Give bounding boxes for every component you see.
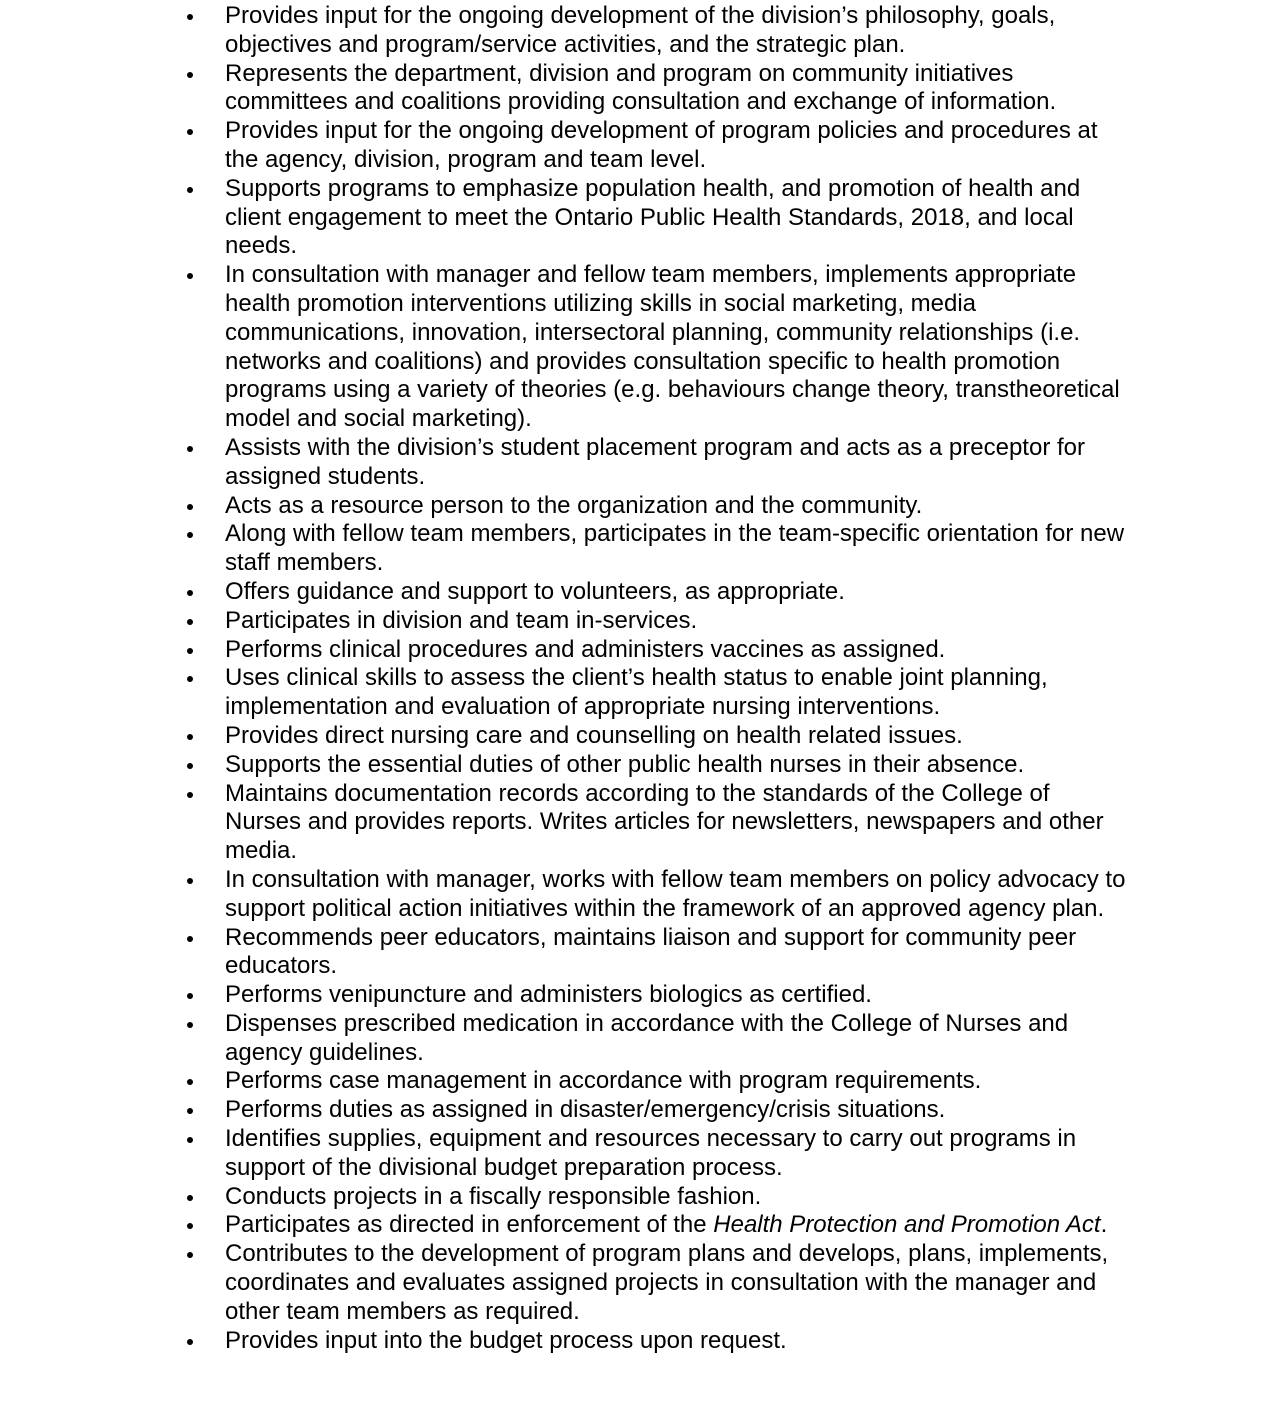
list-item-text: Conducts projects in a fiscally responsible fashion. xyxy=(225,1182,762,1210)
list-item xyxy=(225,578,1130,607)
list-item xyxy=(225,780,1130,866)
list-item-text: Recommends peer educators, maintains liaison and support for community peer educators. xyxy=(225,923,1077,980)
list-item-text: Performs duties as assigned in disaster/emergency/crisis situations. xyxy=(225,1096,946,1124)
list-item-text: Provides input into the budget process upon request. xyxy=(225,1326,787,1354)
bullet-icon xyxy=(187,1195,193,1201)
bullet-icon xyxy=(187,187,193,193)
bullet-icon xyxy=(187,648,193,654)
list-item-text: Supports programs to emphasize population health, and promotion of health and client engagement to meet the Ontario Public Health Standards, 2018, and local needs. xyxy=(225,174,1081,260)
list-item-text: In consultation with manager, works with fellow team members on policy advocacy to support political action initiatives within the framework of an approved agency plan. xyxy=(225,865,1126,922)
list-item xyxy=(225,492,1130,521)
list-item xyxy=(225,981,1130,1010)
list-item xyxy=(225,175,1130,261)
list-item xyxy=(225,1067,1130,1096)
list-item xyxy=(225,1010,1130,1068)
list-item-text: Supports the essential duties of other public health nurses in their absence. xyxy=(225,750,1025,778)
list-item-text: Performs clinical procedures and administers vaccines as assigned. xyxy=(225,635,946,663)
list-item xyxy=(225,636,1130,665)
bullet-icon xyxy=(187,129,193,135)
bullet-icon xyxy=(187,1252,193,1258)
bullet-icon xyxy=(187,532,193,538)
list-item-text: Dispenses prescribed medication in accordance with the College of Nurses and agency guidelines. xyxy=(225,1009,1069,1066)
list-item xyxy=(225,1327,1130,1356)
list-item-text: In consultation with manager and fellow team members, implements appropriate health promotion interventions utilizing skills in social marketing, media communications, innovation, intersectoral planning, community relationships (i.e. networks and coalitions) and provides consultation specific to health promotion programs using a variety of theories (e.g. behaviours change theory, transtheoretical model and social marketing). xyxy=(225,261,1120,433)
bullet-icon xyxy=(187,590,193,596)
bullet-icon xyxy=(187,763,193,769)
list-item-text: Offers guidance and support to volunteers, as appropriate. xyxy=(225,577,845,605)
bullet-icon xyxy=(187,1339,193,1345)
list-item-text xyxy=(225,1211,1107,1238)
list-item-text-before: Participates as directed in enforcement of the xyxy=(225,1211,714,1239)
list-item xyxy=(225,117,1130,175)
list-item xyxy=(225,434,1130,492)
bullet-icon xyxy=(187,619,193,625)
list-item xyxy=(225,607,1130,636)
list-item-text: Provides input for the ongoing development of the division’s philosophy, goals, objectives and program/service activities, and the strategic plan. xyxy=(225,2,1056,58)
bullet-icon xyxy=(187,1137,193,1143)
bullet-icon xyxy=(187,936,193,942)
list-item xyxy=(225,1240,1130,1326)
bullet-icon xyxy=(187,1108,193,1114)
bullet-icon xyxy=(187,446,193,452)
list-item-text: Provides input for the ongoing development of program policies and procedures at the agency, division, program and team level. xyxy=(225,117,1098,173)
list-item xyxy=(225,1096,1130,1125)
list-item-text: Maintains documentation records according to the standards of the College of Nurses and provides reports. Writes articles for newsletters, newspapers and other media. xyxy=(225,779,1104,865)
list-item xyxy=(225,2,1130,60)
list-item xyxy=(225,751,1130,780)
bullet-icon xyxy=(187,792,193,798)
list-item-text-after: . xyxy=(1100,1211,1108,1239)
list-item xyxy=(225,520,1130,578)
bullet-icon xyxy=(187,72,193,78)
list-item xyxy=(225,722,1130,751)
bullet-icon xyxy=(187,676,193,682)
list-item-text: Acts as a resource person to the organization and the community. xyxy=(225,491,923,519)
list-item xyxy=(225,866,1130,924)
list-item xyxy=(225,261,1130,434)
act-title: Health Protection and Promotion Act xyxy=(713,1211,1101,1239)
list-item-text: Contributes to the development of program plans and develops, plans, implements, coordinates and evaluates assigned projects in consultation with the manager and other team members as required. xyxy=(225,1240,1109,1325)
list-item-text: Assists with the division’s student placement program and acts as a preceptor for assigned students. xyxy=(225,433,1085,490)
list-item-text: Along with fellow team members, participates in the team-specific orientation for new staff members. xyxy=(225,520,1125,577)
list-item xyxy=(225,1125,1130,1183)
list-item xyxy=(225,924,1130,982)
list-item-text: Participates in division and team in-services. xyxy=(225,606,698,634)
bullet-icon xyxy=(187,1223,193,1229)
bullet-icon xyxy=(187,993,193,999)
list-item xyxy=(225,1211,1130,1240)
bullet-icon xyxy=(187,1022,193,1028)
list-item-text: Identifies supplies, equipment and resources necessary to carry out programs in support of the divisional budget preparation process. xyxy=(225,1125,1077,1181)
list-item xyxy=(225,664,1130,722)
bullet-icon xyxy=(187,14,193,20)
list-item-text: Represents the department, division and program on community initiatives committees and coalitions providing consultation and exchange of information. xyxy=(225,59,1057,116)
bullet-icon xyxy=(187,273,193,279)
list-item-text: Provides direct nursing care and counselling on health related issues. xyxy=(225,721,963,749)
list-item xyxy=(225,60,1130,118)
list-item xyxy=(225,1183,1130,1212)
list-item-text: Performs venipuncture and administers biologics as certified. xyxy=(225,981,872,1009)
list-item-text: Performs case management in accordance with program requirements. xyxy=(225,1067,982,1095)
duties-bullet-list xyxy=(225,2,1130,1355)
bullet-icon xyxy=(187,734,193,740)
bullet-icon xyxy=(187,1079,193,1085)
list-item-text: Uses clinical skills to assess the client’s health status to enable joint planning, implementation and evaluation of appropriate nursing interventions. xyxy=(225,664,1048,721)
bullet-icon xyxy=(187,878,193,884)
bullet-icon xyxy=(187,504,193,510)
